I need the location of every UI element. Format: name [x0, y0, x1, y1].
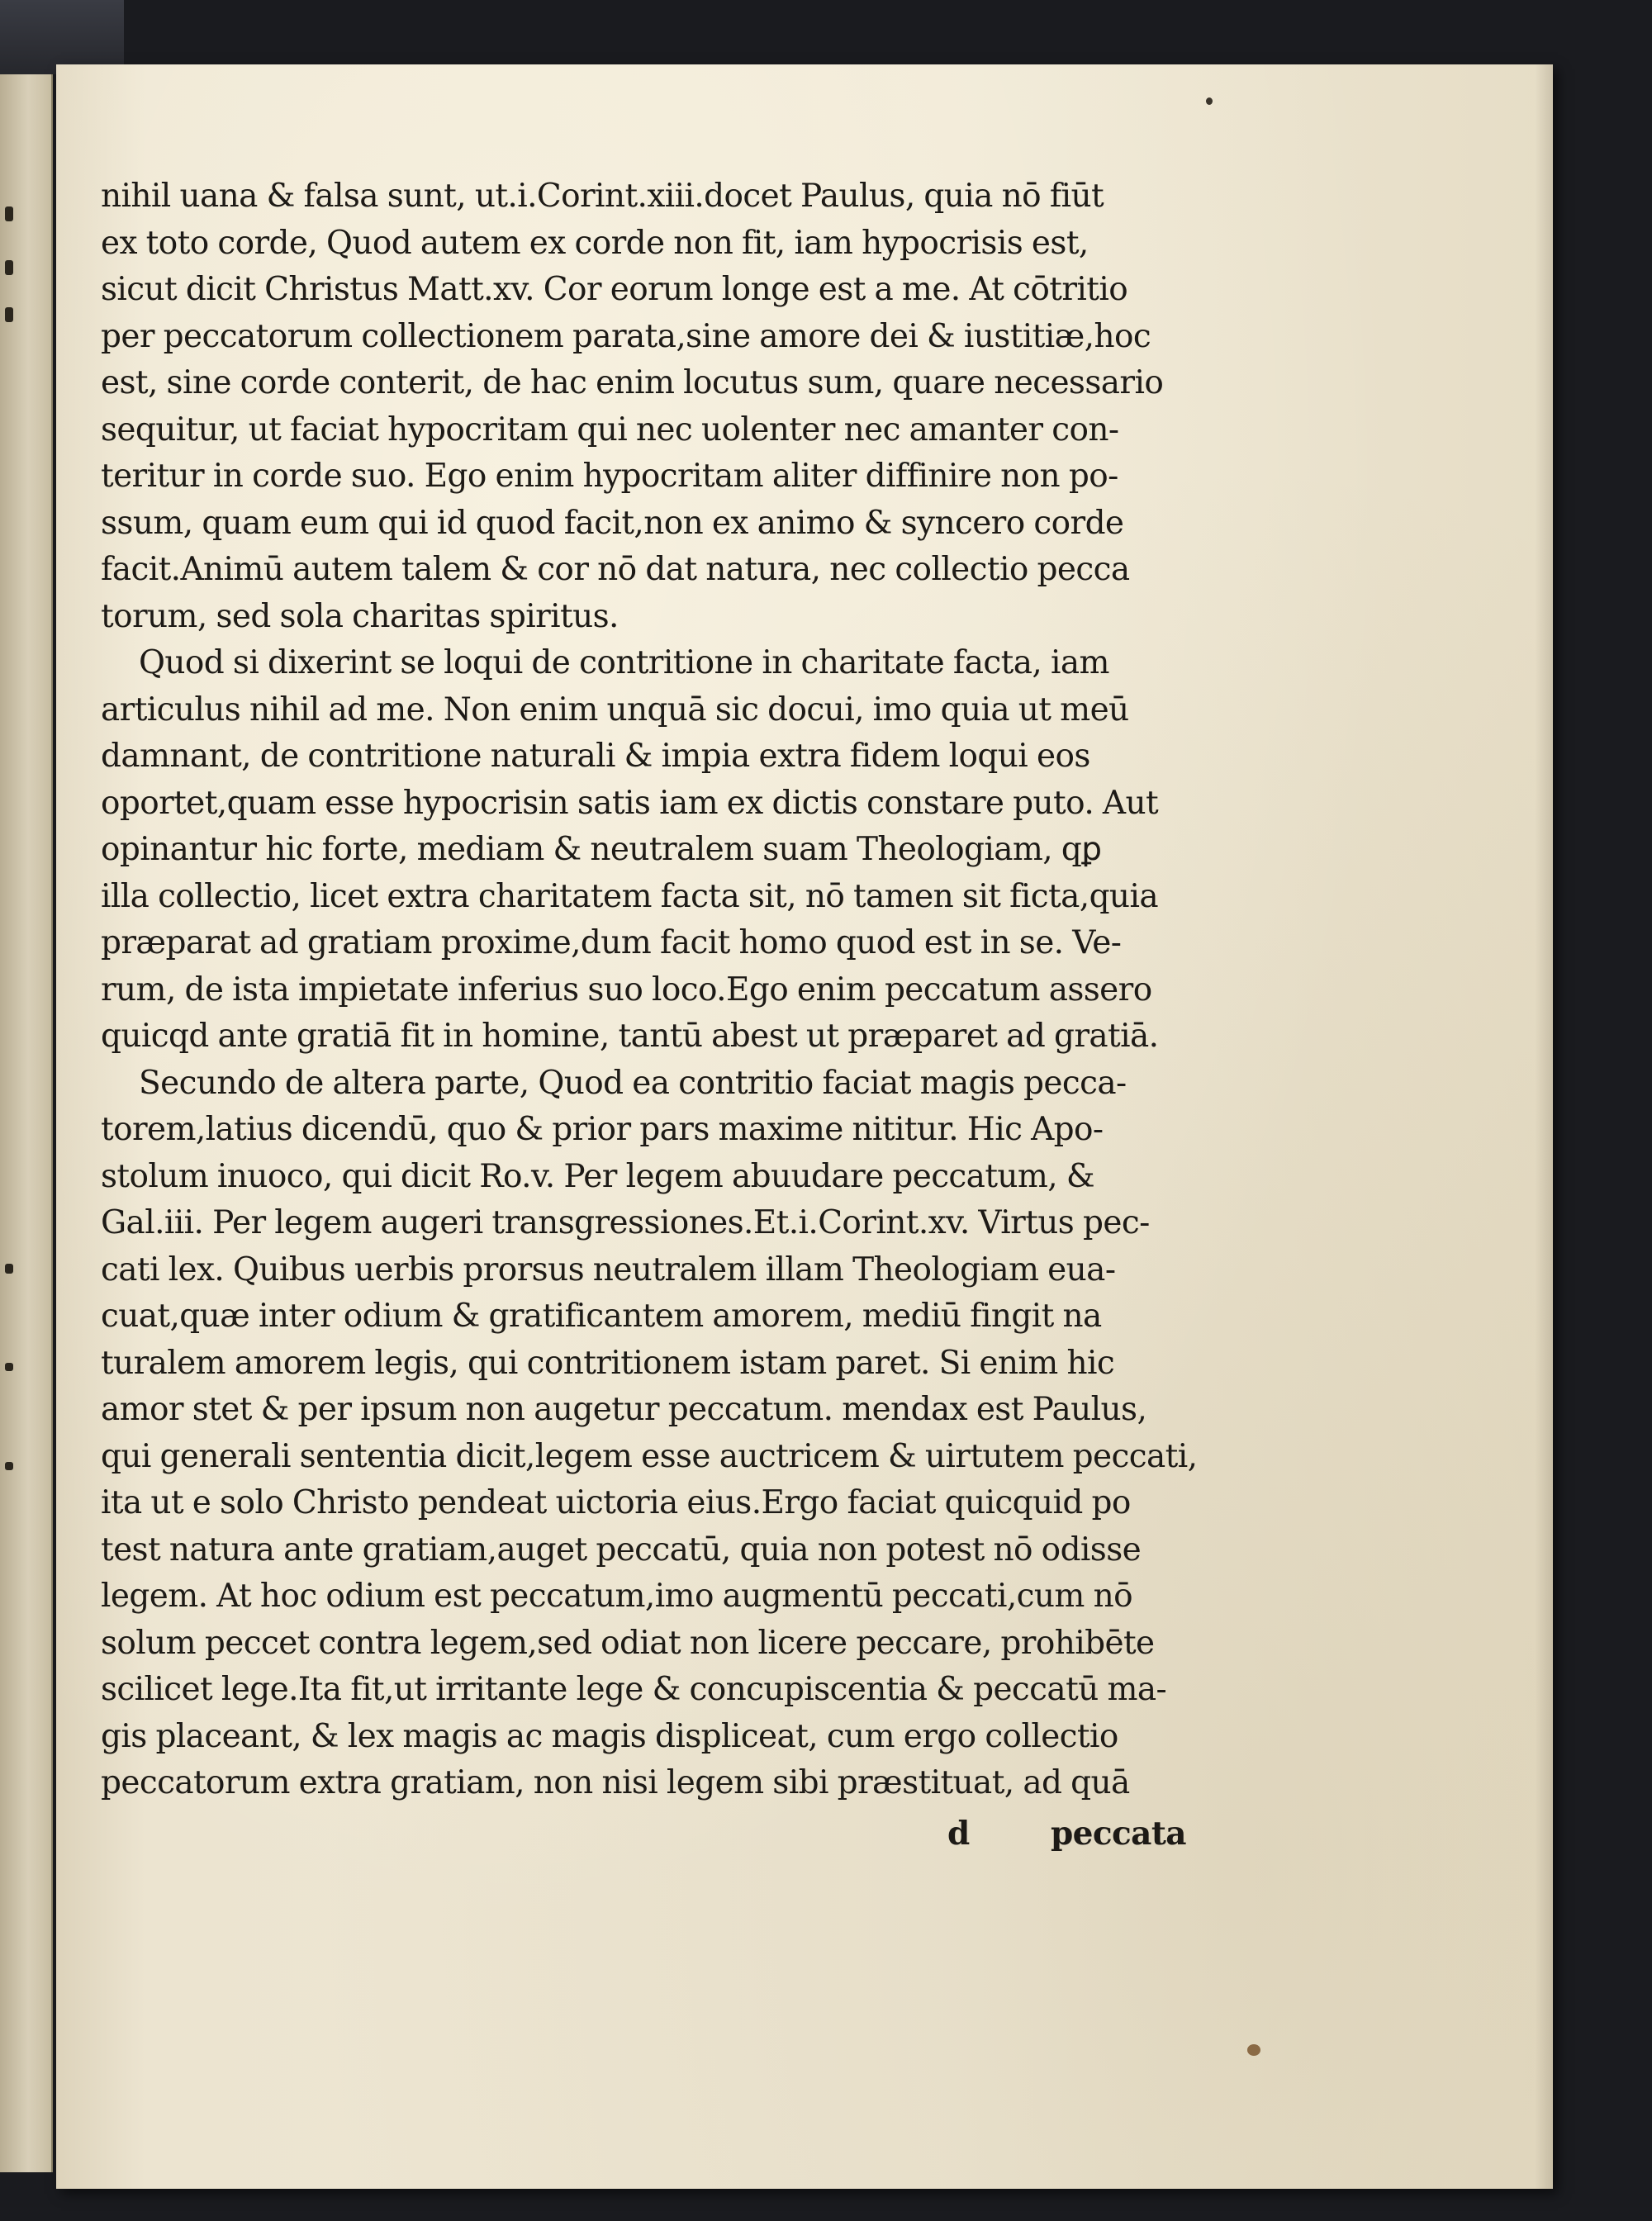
text-line: per peccatorum collectionem parata,sine amore dei & iustitiæ,hoc: [101, 317, 1151, 355]
text-line: ita ut e solo Christo pendeat uictoria eius.Ergo faciat quicquid po: [101, 1484, 1131, 1521]
text-line: quicqd ante gratiā fit in homine, tantū abest ut præparet ad gratiā.: [101, 1018, 1159, 1055]
facing-page-mark: [5, 260, 13, 275]
text-line: nihil uana & falsa sunt, ut.i.Corint.xiii.docet Paulus, quia nō fiūt: [101, 178, 1104, 215]
paper-speck: [1206, 97, 1213, 105]
text-line: rum, de ista impietate inferius suo loco.Ego enim peccatum assero: [101, 971, 1152, 1008]
text-line: Gal.iii. Per legem augeri transgressiones.Et.i.Corint.xv. Virtus pec-: [101, 1204, 1150, 1241]
catchword-line: [74, 1810, 1202, 1858]
text-line: solum peccet contra legem,sed odiat non licere peccare, prohibēte: [101, 1624, 1155, 1662]
text-line: cuat,quæ inter odium & gratificantem amorem, mediū fingit na: [101, 1298, 1102, 1335]
text-line: est, sine corde conterit, de hac enim locutus sum, quare necessario: [101, 364, 1164, 401]
text-line: legem. At hoc odium est peccatum,imo augmentū peccati,cum nō: [101, 1578, 1132, 1615]
text-line: Quod si dixerint se loqui de contritione in charitate facta, iam: [139, 644, 1109, 681]
facing-page-mark: [5, 206, 13, 221]
text-line: articulus nihil ad me. Non enim unquā sic docui, imo quia ut meū: [101, 691, 1129, 728]
facing-page-mark: [5, 1264, 13, 1274]
text-line: præparat ad gratiam proxime,dum facit homo quod est in se. Ve-: [101, 924, 1122, 961]
book-page: [56, 64, 1553, 2189]
text-line: Secundo de altera parte, Quod ea contritio faciat magis pecca-: [139, 1064, 1127, 1102]
text-line: damnant, de contritione naturali & impia extra fidem loqui eos: [101, 738, 1090, 775]
text-line: cati lex. Quibus uerbis prorsus neutralem illam Theologiam eua-: [101, 1250, 1116, 1288]
text-line: ssum, quam eum qui id quod facit,non ex animo & syncero corde: [101, 504, 1124, 542]
paper-stain: [1247, 2044, 1260, 2056]
text-line: qui generali sententia dicit,legem esse auctricem & uirtutem peccati,: [101, 1437, 1198, 1475]
text-line: scilicet lege.Ita fit,ut irritante lege & concupiscentia & peccatū ma-: [101, 1671, 1167, 1708]
text-line: turalem amorem legis, qui contritionem istam paret. Si enim hic: [101, 1344, 1115, 1382]
text-line: sicut dicit Christus Matt.xv. Cor eorum longe est a me. At cōtritio: [101, 271, 1128, 308]
catchword: peccata: [1051, 1814, 1186, 1853]
text-line: gis placeant, & lex magis ac magis displiceat, cum ergo collectio: [101, 1717, 1118, 1755]
text-line: oportet,quam esse hypocrisin satis iam ex dictis constare puto. Aut: [101, 784, 1159, 822]
binding-strip: [0, 0, 124, 74]
signature-mark: d: [947, 1814, 970, 1853]
facing-page-edge: [0, 74, 53, 2172]
text-line: torem,latius dicendū, quo & prior pars maxime nititur. Hic Apo-: [101, 1111, 1104, 1148]
text-block: [74, 173, 1202, 1857]
text-line: torum, sed sola charitas spiritus.: [101, 597, 619, 635]
text-line: teritur in corde suo. Ego enim hypocritam aliter diffinire non po-: [101, 458, 1118, 495]
text-line: stolum inuoco, qui dicit Ro.v. Per legem abuudare peccatum, &: [101, 1157, 1095, 1195]
facing-page-mark: [5, 1462, 13, 1470]
text-line: facit.Animū autem talem & cor nō dat natura, nec collectio pecca: [101, 551, 1130, 588]
text-line: amor stet & per ipsum non augetur peccatum. mendax est Paulus,: [101, 1391, 1147, 1428]
text-line: test natura ante gratiam,auget peccatū, quia non potest nō odisse: [101, 1530, 1142, 1568]
text-line: sequitur, ut faciat hypocritam qui nec uolenter nec amanter con-: [101, 411, 1119, 448]
text-line: ex toto corde, Quod autem ex corde non fit, iam hypocrisis est,: [101, 224, 1089, 262]
text-line: peccatorum extra gratiam, non nisi legem sibi præstituat, ad quā: [101, 1764, 1130, 1801]
facing-page-mark: [5, 307, 13, 322]
facing-page-mark: [5, 1363, 13, 1371]
text-line: opinantur hic forte, mediam & neutralem suam Theologiam, qꝑ: [101, 831, 1102, 868]
page-edge-shadow: [1535, 64, 1553, 2189]
text-line: illa collectio, licet extra charitatem facta sit, nō tamen sit ficta,quia: [101, 877, 1158, 915]
